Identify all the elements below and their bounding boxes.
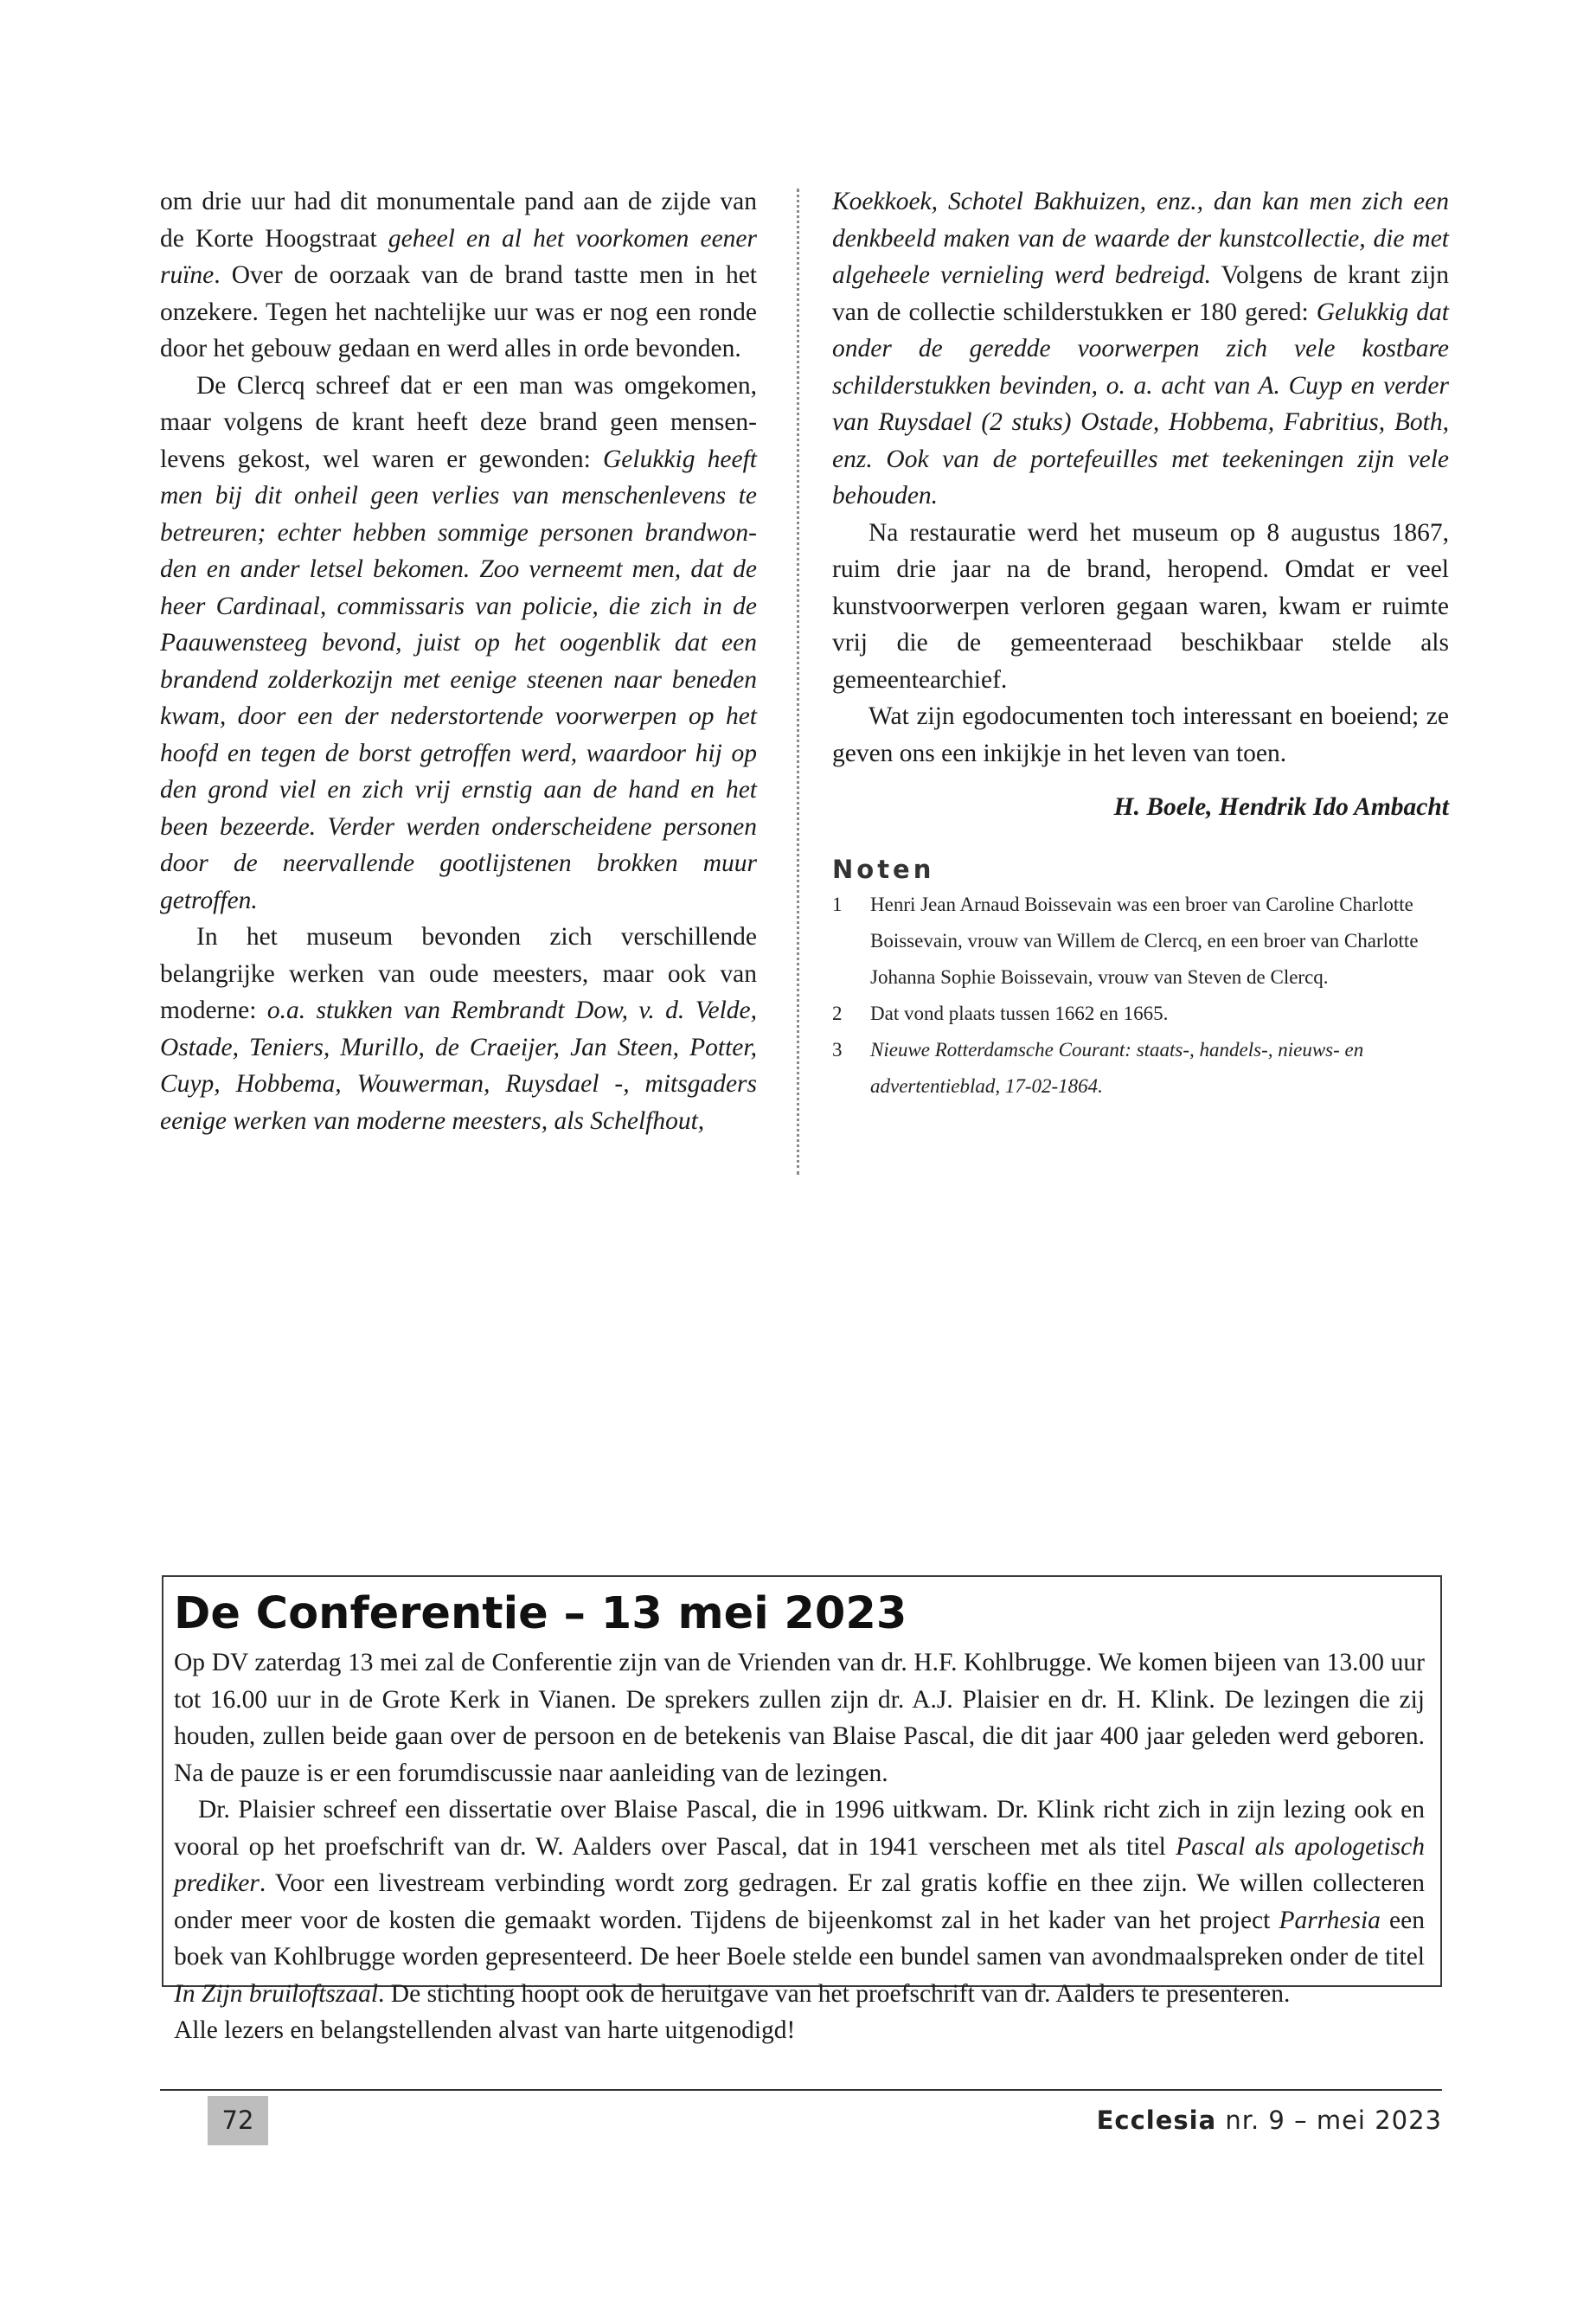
column-divider — [797, 189, 799, 1175]
note-item — [832, 996, 1449, 1032]
right-paragraph-1: Koekkoek, Schotel Bakhuizen, enz., dan kan men zich een denkbeeld maken van de waarde der kunstcollectie, die met algeheele vernieling werd bedreigd. Volgens de krant zijn van de collectie schilderstukken er 180 gered: Gelukkig dat onder de geredde voorwerpen zich vele kostbare schilderstukken bevinden, o. a. acht van A. Cuyp en verder van Ruysdael (2 stuks) Ostade, Hobbema, Fabritius, Both, enz. Ook van de portefeuilles met teekeningen zijn vele behouden. — [832, 188, 1449, 510]
left-column — [160, 183, 757, 1139]
note-item — [832, 1032, 1449, 1105]
conference-paragraph-1: Op DV zaterdag 13 mei zal de Conferentie zijn van de Vrienden van dr. H.F. Kohlbrugge. We komen bijeen van 13.00 uur tot 16.00 uur in de Grote Kerk in Vianen. De sprekers zullen zijn dr. A.J. Plaisier en dr. H. Klink. De lezingen die zij houden, zullen beide gaan over de persoon en de betekenis van Blaise Pascal, die dit jaar 400 jaar geleden werd geboren. Na de pauze is er een forumdiscussie naar aanleiding van de lezingen. — [174, 1649, 1425, 1787]
issue-label: nr. 9 – mei 2023 — [1216, 2106, 1442, 2135]
note-text: Nieuwe Rotterdamsche Courant: staats-, handels-, nieuws- en advertentieblad, 17-02-1864. — [870, 1038, 1364, 1097]
left-paragraph-1: om drie uur had dit monumentale pand aan de zijde van de Korte Hoogstraat geheel en al het voorkomen eener ruïne. Over de oorzaak van de brand tastte men in het onzekere. Tegen het nachtelijke uur was er nog een ronde door het gebouw gedaan en werd alles in orde bevonden. — [160, 188, 757, 362]
conference-title: De Conferentie – 13 mei 2023 — [174, 1588, 907, 1639]
left-paragraph-3: In het museum bevonden zich verschillende belangrijke werken van oude meesters, maar ook van moderne: o.a. stukken van Rembrandt Dow, v. d. Velde, Ostade, Teniers, Murillo, de Craeijer, Jan Steen, Potter, Cuyp, Hobbema, Wouwerman, Ruysdael -, mitsgaders eenige werken van moderne meesters, als Schelfhout, — [160, 923, 757, 1135]
conference-announcement-box — [162, 1575, 1442, 2044]
notes-heading: Noten — [832, 854, 935, 884]
note-number: 2 — [832, 1002, 843, 1024]
right-column — [832, 183, 1449, 1105]
note-item — [832, 887, 1449, 996]
note-text: Henri Jean Arnaud Boissevain was een broer van Caroline Charlotte Boissevain, vrouw van Willem de Clercq, en een broer van Charlotte Johanna Sophie Boissevain, vrouw van Steven de Clercq. — [870, 893, 1419, 988]
note-number: 1 — [832, 893, 843, 915]
journal-name: Ecclesia — [1096, 2106, 1217, 2135]
right-paragraph-3: Wat zijn egodocumenten toch interessant en boeiend; ze geven ons een inkijkje in het leven van toen. — [832, 702, 1449, 767]
author-signature: H. Boele, Hendrik Ido Ambacht — [1113, 793, 1449, 821]
journal-issue — [1097, 2100, 1442, 2140]
note-text: Dat vond plaats tussen 1662 en 1665. — [870, 1002, 1169, 1024]
page-number: 72 — [208, 2096, 268, 2145]
conference-paragraph-2: Dr. Plaisier schreef een dissertatie over Blaise Pascal, die in 1996 uitkwam. Dr. Klink richt zich in zijn lezing ook en vooral op het proefschrift van dr. W. Aalders over Pascal, dat in 1941 verscheen met als titel Pascal als apologetisch prediker. Voor een livestream verbinding wordt zorg gedragen. Er zal gratis koffie en thee zijn. We willen collecteren onder meer voor de kosten die gemaakt worden. Tijdens de bijeenkomst zal in het kader van het project Parrhesia een boek van Kohlbrugge worden gepresenteerd. De heer Boele stelde een bundel samen van avondmaalspreken onder de titel In Zijn bruiloftszaal. De stichting hoopt ook de heruitgave van het proefschrift van dr. Aalders te presenteren. — [174, 1796, 1425, 2008]
footer-rule — [160, 2089, 1442, 2091]
left-paragraph-2: De Clercq schreef dat er een man was omgekomen, maar volgens de krant heeft deze brand geen mensenlevens gekost, wel waren er gewonden: Gelukkig heeft men bij dit onheil geen verlies van menschenlevens te betreuren; echter hebben sommige personen brandwonden en ander letsel bekomen. Zoo verneemt men, dat de heer Cardinaal, commissaris van policie, die zich in de Paauwensteeg bevond, juist op het oogenblik dat een brandend zolderkozijn met eenige steenen naar beneden kwam, door een der nederstortende voorwerpen op het hoofd en tegen de borst getroffen werd, waardoor hij op den grond viel en zich vrij ernstig aan de hand en het been bezeerde. Verder werden onderscheidene personen door de neervallende gootlijstenen brokken muur getroffen. — [160, 371, 757, 914]
note-number: 3 — [832, 1038, 843, 1061]
right-paragraph-2: Na restauratie werd het museum op 8 augustus 1867, ruim drie jaar na de brand, heropend. Omdat er veel kunstvoorwerpen verloren gegaan waren, kwam er ruimte vrij die de gemeenteraad beschikbaar stelde als gemeentearchief. — [832, 518, 1449, 694]
conference-invitation: Alle lezers en belangstellenden alvast van harte uitgenodigd! — [174, 2016, 796, 2044]
